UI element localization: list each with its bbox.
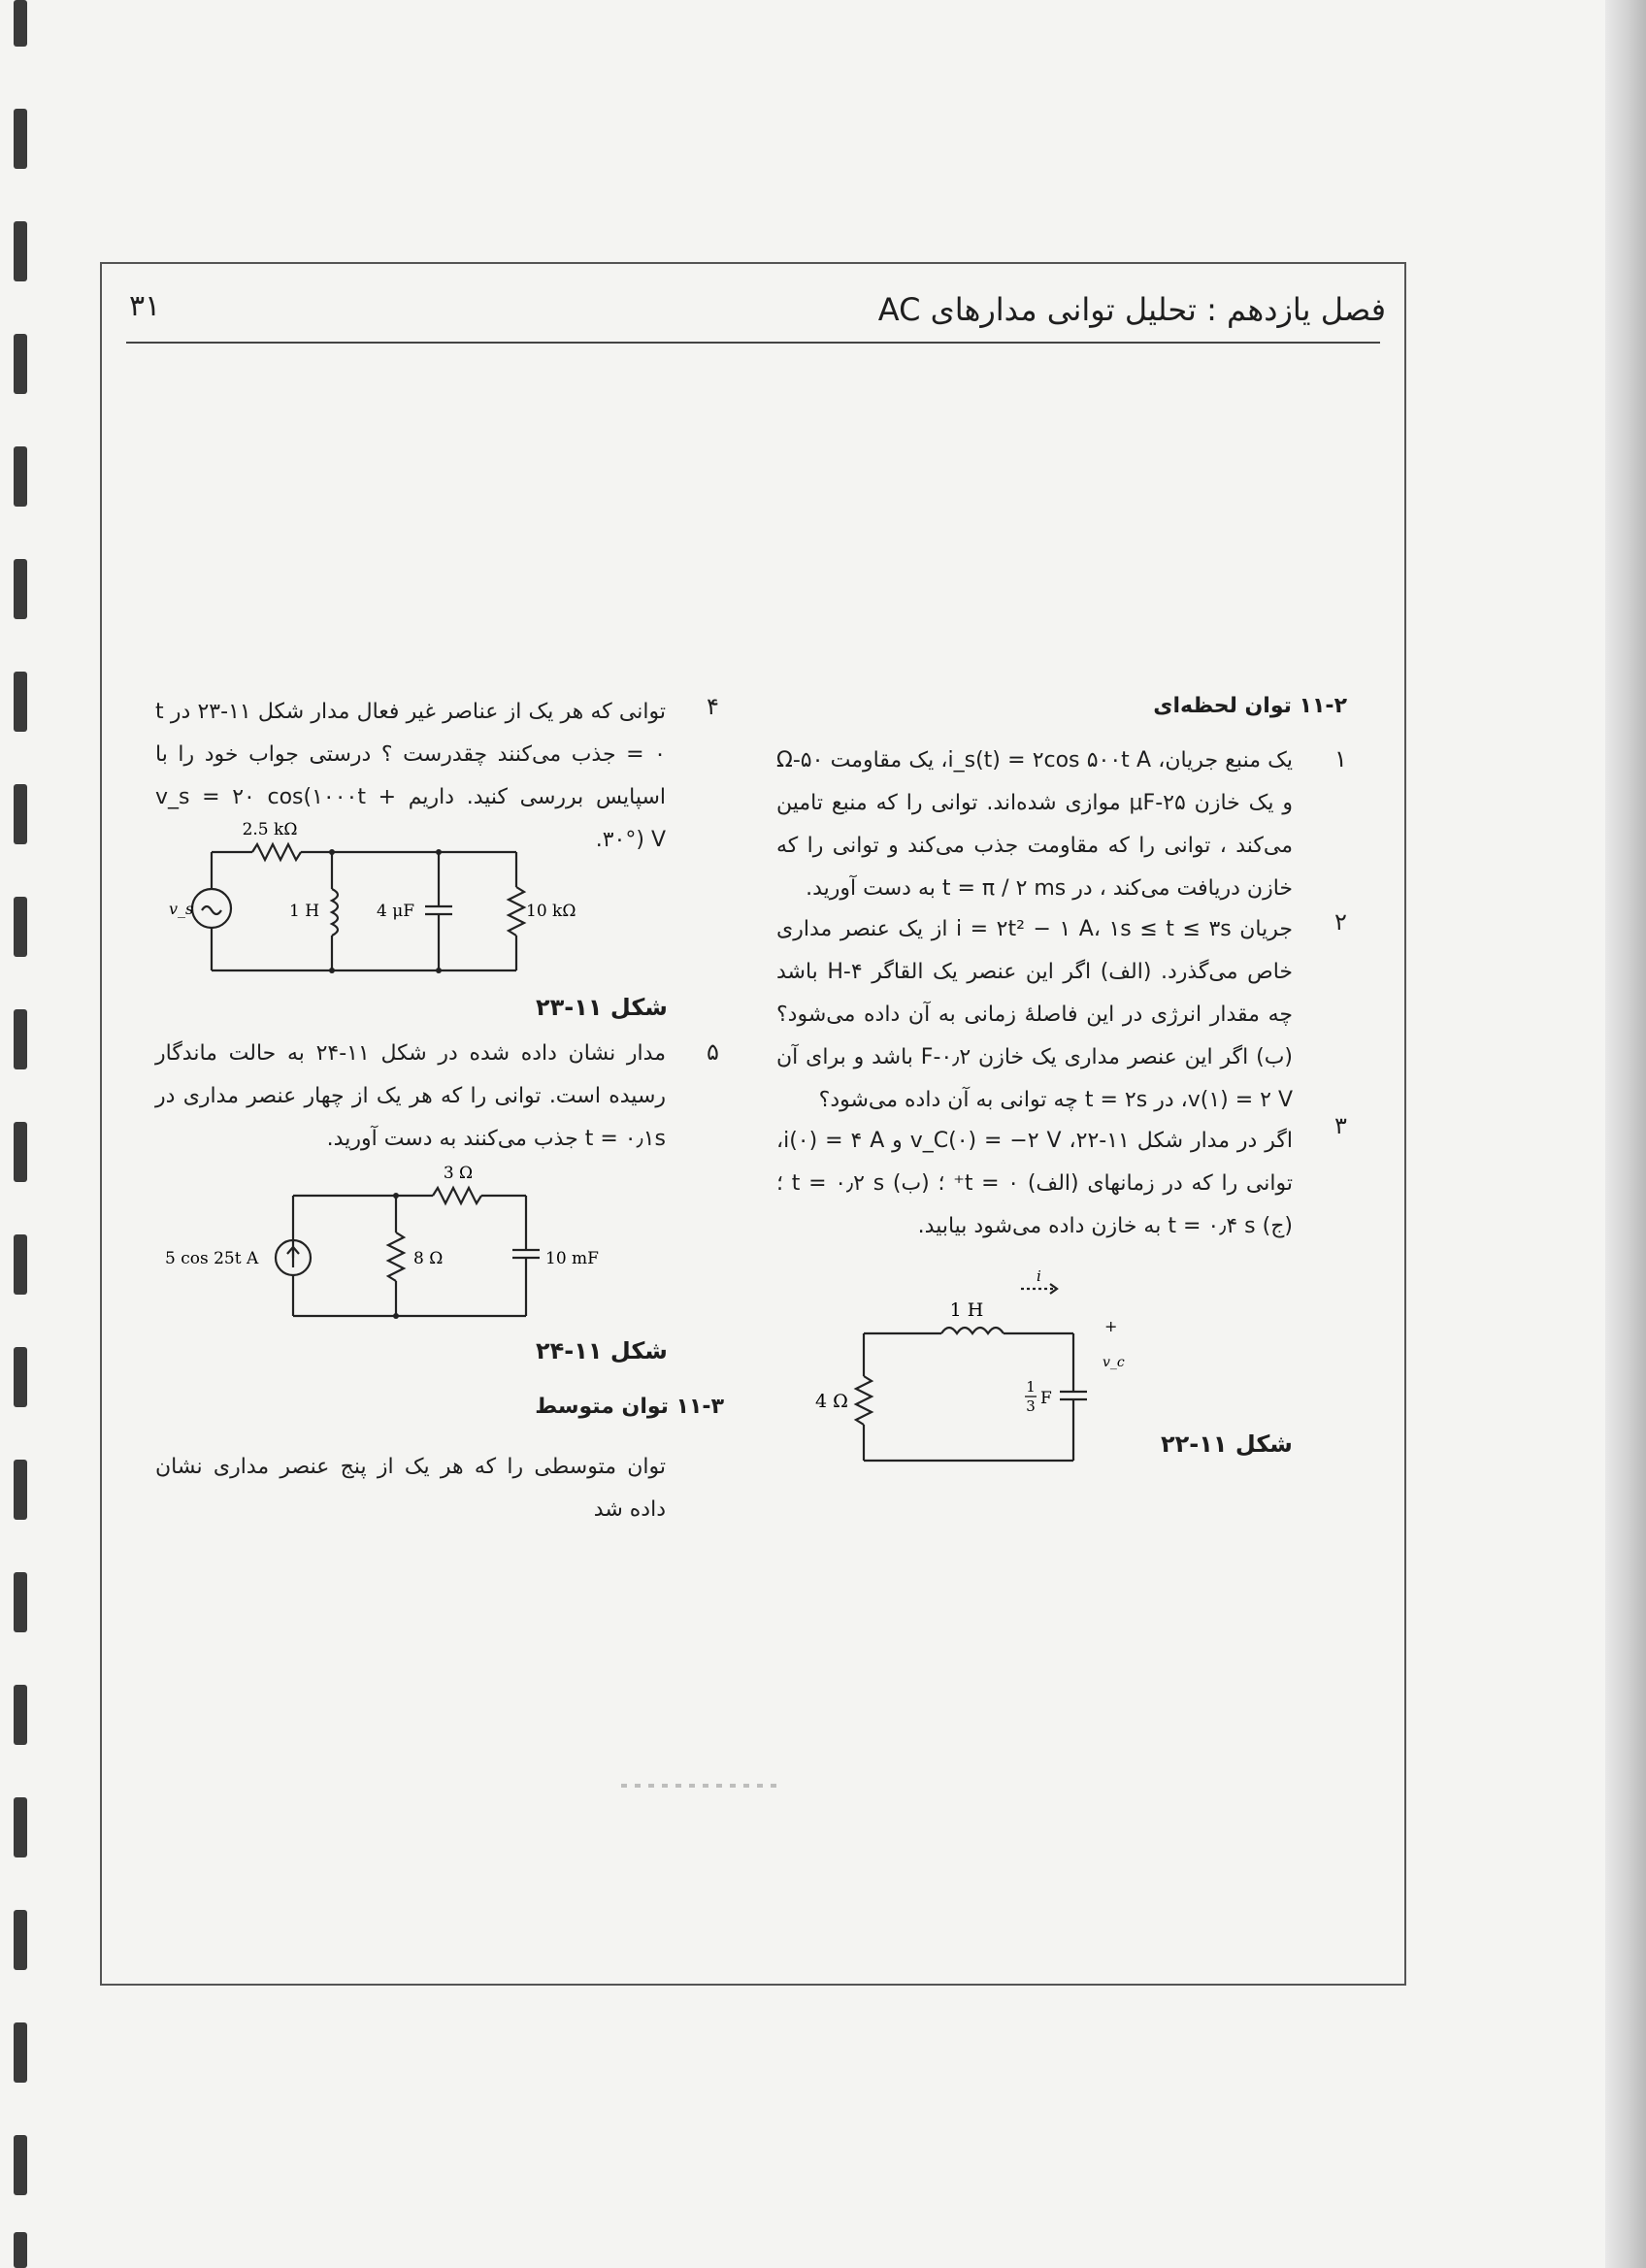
page-number: ۳۱ <box>129 289 161 323</box>
section-heading-instantaneous-power: ۱۱-۲ توان لحظه‌ای <box>1153 694 1347 718</box>
question-4-text: توانی که هر یک از عناصر غیر فعال مدار شکل ۱۱-۲۳ در t = ۰ جذب می‌کنند چقدرست ؟ درستی جواب خود را با اسپایس بررسی کنید. داریم v_s = ۲۰ cos(۱۰۰۰t + ۳۰°) V. <box>155 700 667 852</box>
figure-11-24-circuit <box>165 1155 631 1330</box>
figure-11-22-circuit <box>806 1262 1126 1485</box>
capacitor-fraction-denominator: 3 <box>1026 1397 1036 1415</box>
question-6-text: توان متوسطی را که هر یک از پنج عنصر مداری نشان داده شد <box>155 1455 666 1522</box>
header-rule <box>126 342 1380 344</box>
page-edge-shadow <box>1605 0 1646 2268</box>
binding-strip <box>0 0 39 2268</box>
section-heading-average-power: ۱۱-۳ توان متوسط <box>535 1395 724 1419</box>
question-number: ۲ <box>1334 908 1347 936</box>
binding-hole <box>14 0 27 47</box>
resistor-label: 10 kΩ <box>526 902 576 921</box>
capacitor-unit: F <box>1040 1389 1052 1408</box>
figure-11-22-label: شکل ۱۱-۲۲ <box>1161 1430 1293 1458</box>
current-label: i <box>1037 1267 1041 1285</box>
series-resistor-label: 2.5 kΩ <box>242 820 298 839</box>
question-5-text: مدار نشان داده شده در شکل ۱۱-۲۴ به حالت ماندگار رسیده است. توانی را که هر یک از چهار عنصر مداری در t = ۰٫۱s جذب می‌کنند به دست آورید. <box>155 1041 667 1151</box>
voltage-label: v_c <box>1103 1355 1125 1370</box>
shunt-resistor-label: 8 Ω <box>413 1249 444 1268</box>
question-number: ۳ <box>1334 1112 1347 1139</box>
binding-hole <box>14 1009 27 1069</box>
binding-hole <box>14 672 27 732</box>
source-label: 5 cos 25t A <box>165 1249 259 1268</box>
capacitor-label: 4 μF <box>377 902 415 921</box>
chapter-title: فصل یازدهم : تحلیل توانی مدارهای AC <box>877 291 1386 328</box>
binding-hole <box>14 446 27 507</box>
binding-hole <box>14 784 27 844</box>
source-label: v_s <box>169 900 194 918</box>
binding-hole <box>14 109 27 169</box>
binding-hole <box>14 1122 27 1182</box>
capacitor-fraction-numerator: 1 <box>1026 1378 1036 1396</box>
figure-11-23-label: شکل ۱۱-۲۳ <box>536 994 668 1021</box>
binding-hole <box>14 221 27 281</box>
binding-hole <box>14 2135 27 2195</box>
question-number: ۴ <box>707 693 719 720</box>
binding-hole <box>14 1234 27 1295</box>
scan-artifact <box>621 1784 776 1788</box>
question-number: ۵ <box>707 1038 719 1066</box>
inductor-label: 1 H <box>949 1299 984 1321</box>
binding-hole <box>14 559 27 619</box>
binding-hole <box>14 2022 27 2083</box>
figure-11-24-label: شکل ۱۱-۲۴ <box>536 1337 668 1364</box>
series-resistor-label: 3 Ω <box>443 1164 474 1183</box>
binding-hole <box>14 2232 27 2268</box>
binding-hole <box>14 334 27 394</box>
binding-hole <box>14 1572 27 1632</box>
inductor-label: 1 H <box>289 902 320 921</box>
binding-hole <box>14 1347 27 1407</box>
resistor-label: 4 Ω <box>815 1391 848 1412</box>
binding-hole <box>14 1910 27 1970</box>
question-number: ۱ <box>1334 745 1347 772</box>
question-3-text: اگر در مدار شکل ۱۱-۲۲، v_C(۰) = −۲ V و i(۰) = ۴ A، توانی را که در زمانهای (الف) t = ۰⁺ ؛ (ب) t = ۰٫۲ s ؛ (ج) t = ۰٫۴ s به خازن داده می‌شود بیابید. <box>776 1129 1293 1238</box>
binding-hole <box>14 1460 27 1520</box>
plus-sign: + <box>1104 1317 1118 1335</box>
binding-hole <box>14 897 27 957</box>
capacitor-label: 10 mF <box>545 1249 599 1268</box>
question-2-text: جریان i = ۲t² − ۱ A، ۱s ≤ t ≤ ۳s از یک عنصر مداری خاص می‌گذرد. (الف) اگر این عنصر یک القاگر ۴-H باشد چه مقدار انرژی در این فاصلهٔ زمانی به آن داده می‌شود؟ (ب) اگر این عنصر مداری یک خازن ۰٫۲-F باشد و برای آن v(۱) = ۲ V، در t = ۲s چه توانی به آن داده می‌شود؟ <box>776 917 1294 1112</box>
figure-11-23-circuit <box>165 815 621 990</box>
binding-hole <box>14 1797 27 1857</box>
question-1-text: یک منبع جریان، i_s(t) = ۲cos ۵۰۰t A، یک مقاومت ۵۰-Ω و یک خازن ۲۵-μF موازی شده‌اند. توانی را که منبع تامین می‌کند ، توانی را که مقاومت جذب می‌کند و توانی را که خازن دریافت می‌کند ، در t = π / ۲ ms به دست آورید. <box>776 748 1293 901</box>
binding-hole <box>14 1685 27 1745</box>
